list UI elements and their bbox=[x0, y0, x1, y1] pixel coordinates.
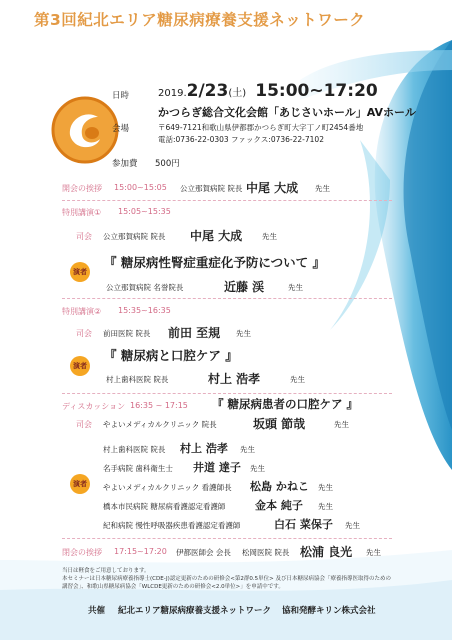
opening-name: 中尾 大成 bbox=[246, 181, 299, 195]
closing-affiliation: 松岡医院 院長 bbox=[242, 548, 290, 557]
date-line bbox=[158, 81, 378, 101]
footer-org1: 紀北エリア糖尿病療養支援ネットワーク bbox=[118, 606, 272, 616]
lecture1-label: 特別講演① bbox=[62, 208, 102, 217]
discussion-chair-honorific: 先生 bbox=[334, 420, 349, 429]
panelist-honorific: 先生 bbox=[318, 502, 333, 511]
panelist-affiliation: やよいメディカルクリニック 看護師長 bbox=[103, 483, 232, 492]
date-label: 日時 bbox=[112, 91, 130, 101]
closing-name: 松浦 良光 bbox=[300, 545, 353, 559]
date-prefix: 2019. bbox=[158, 88, 187, 99]
panelist-affiliation: 名手病院 歯科衛生士 bbox=[103, 464, 173, 473]
lecture2-chair-honorific: 先生 bbox=[236, 329, 251, 338]
speaker-badge: 演者 bbox=[70, 356, 90, 376]
panelist-affiliation: 村上歯科医院 院長 bbox=[103, 445, 166, 454]
closing-honorific: 先生 bbox=[366, 548, 381, 557]
panelist-name: 金本 純子 bbox=[255, 499, 303, 512]
lecture1-speaker-affiliation: 公立那賀病院 名誉院長 bbox=[106, 283, 184, 292]
panelist-honorific: 先生 bbox=[240, 445, 255, 454]
lecture1-chair-honorific: 先生 bbox=[262, 232, 277, 241]
panelist-affiliation: 橋本市民病院 糖尿病看護認定看護師 bbox=[103, 502, 226, 511]
divider bbox=[62, 298, 392, 299]
network-logo bbox=[50, 95, 120, 165]
panelist-name: 井道 達子 bbox=[193, 461, 241, 474]
panelist-name: 村上 浩孝 bbox=[180, 442, 228, 455]
date-main: 2/23 bbox=[186, 81, 229, 101]
divider bbox=[62, 200, 392, 201]
footer-org2: 協和発酵キリン株式会社 bbox=[282, 606, 376, 616]
note-line: 講習会」、和歌山県糖尿病協会「WLCDE更新のための研修会<2.0単位>」を申請中です。 bbox=[62, 584, 284, 590]
lecture2-chair-name: 前田 至規 bbox=[168, 326, 221, 340]
lecture2-label: 特別講演② bbox=[62, 307, 102, 316]
venue-name: かつらぎ総合文化会館「あじさいホール」AVホール bbox=[158, 106, 416, 119]
date-time: 15:00~17:20 bbox=[255, 81, 378, 101]
lecture1-time: 15:05~15:35 bbox=[118, 207, 171, 216]
lecture1-topic: 『 糖尿病性腎症重症化予防について 』 bbox=[104, 255, 325, 270]
lecture1-speaker-honorific: 先生 bbox=[288, 283, 303, 292]
divider bbox=[62, 393, 392, 394]
lecture2-speaker-honorific: 先生 bbox=[290, 375, 305, 384]
closing-time: 17:15~17:20 bbox=[114, 547, 167, 556]
opening-label: 開会の挨拶 bbox=[62, 184, 102, 193]
panelist-honorific: 先生 bbox=[318, 483, 333, 492]
lecture1-chair-role: 司会 bbox=[76, 232, 92, 241]
discussion-chair-role: 司会 bbox=[76, 420, 92, 429]
footer-label: 共催 bbox=[88, 606, 106, 616]
opening-affiliation: 公立那賀病院 院長 bbox=[180, 184, 243, 193]
venue-label: 会場 bbox=[112, 124, 130, 134]
opening-honorific: 先生 bbox=[315, 184, 330, 193]
date-day: (土) bbox=[228, 88, 247, 99]
venue-address: 〒649-7121和歌山県伊都郡かつらぎ町大字丁ノ町2454番地 bbox=[158, 123, 364, 132]
fee-label: 参加費 bbox=[112, 159, 138, 169]
lecture2-speaker-name: 村上 浩孝 bbox=[208, 372, 261, 386]
discussion-time: 16:35 ~ 17:15 bbox=[130, 401, 188, 410]
lecture2-chair-role: 司会 bbox=[76, 329, 92, 338]
opening-time: 15:00~15:05 bbox=[114, 183, 167, 192]
lecture2-speaker-affiliation: 村上歯科医院 院長 bbox=[106, 375, 169, 384]
lecture2-topic: 『 糖尿病と口腔ケア 』 bbox=[104, 348, 238, 363]
lecture2-chair-affiliation: 前田医院 院長 bbox=[103, 329, 151, 338]
discussion-chair-name: 坂頭 節哉 bbox=[253, 417, 306, 431]
panelist-name: 松島 かねこ bbox=[250, 480, 309, 493]
panelist-honorific: 先生 bbox=[250, 464, 265, 473]
lecture1-speaker-name: 近藤 渓 bbox=[224, 280, 265, 294]
speaker-badge: 演者 bbox=[70, 262, 90, 282]
panelist-name: 白石 菜保子 bbox=[274, 518, 333, 531]
lecture2-time: 15:35~16:35 bbox=[118, 306, 171, 315]
closing-label: 閉会の挨拶 bbox=[62, 548, 102, 557]
discussion-label: ディスカッション bbox=[62, 402, 126, 411]
closing-assoc: 伊都医師会 会長 bbox=[176, 548, 231, 557]
panelist-affiliation: 紀和病院 慢性呼吸器疾患看護認定看護師 bbox=[103, 521, 241, 530]
fee-value: 500円 bbox=[155, 159, 180, 169]
note-line: 当日は軽食をご用意しております。 bbox=[62, 568, 150, 574]
speaker-badge: 演者 bbox=[70, 474, 90, 494]
event-title: 第3回紀北エリア糖尿病療養支援ネットワーク bbox=[34, 11, 366, 29]
discussion-chair-affiliation: やよいメディカルクリニック 院長 bbox=[103, 420, 217, 429]
divider bbox=[62, 538, 392, 539]
venue-phone: 電話:0736-22-0303 ファックス:0736-22-7102 bbox=[158, 135, 324, 144]
lecture1-chair-affiliation: 公立那賀病院 院長 bbox=[103, 232, 166, 241]
panelist-honorific: 先生 bbox=[345, 521, 360, 530]
note-line: 本セミナーは日本糖尿病療養指導士(CDE-J)認定更新のための研修会<第2群0.5単位> 及び日本糖尿病協会「療養指導医取得のための bbox=[62, 576, 391, 582]
lecture1-chair-name: 中尾 大成 bbox=[190, 229, 243, 243]
discussion-topic: 『 糖尿病患者の口腔ケア 』 bbox=[212, 397, 359, 411]
